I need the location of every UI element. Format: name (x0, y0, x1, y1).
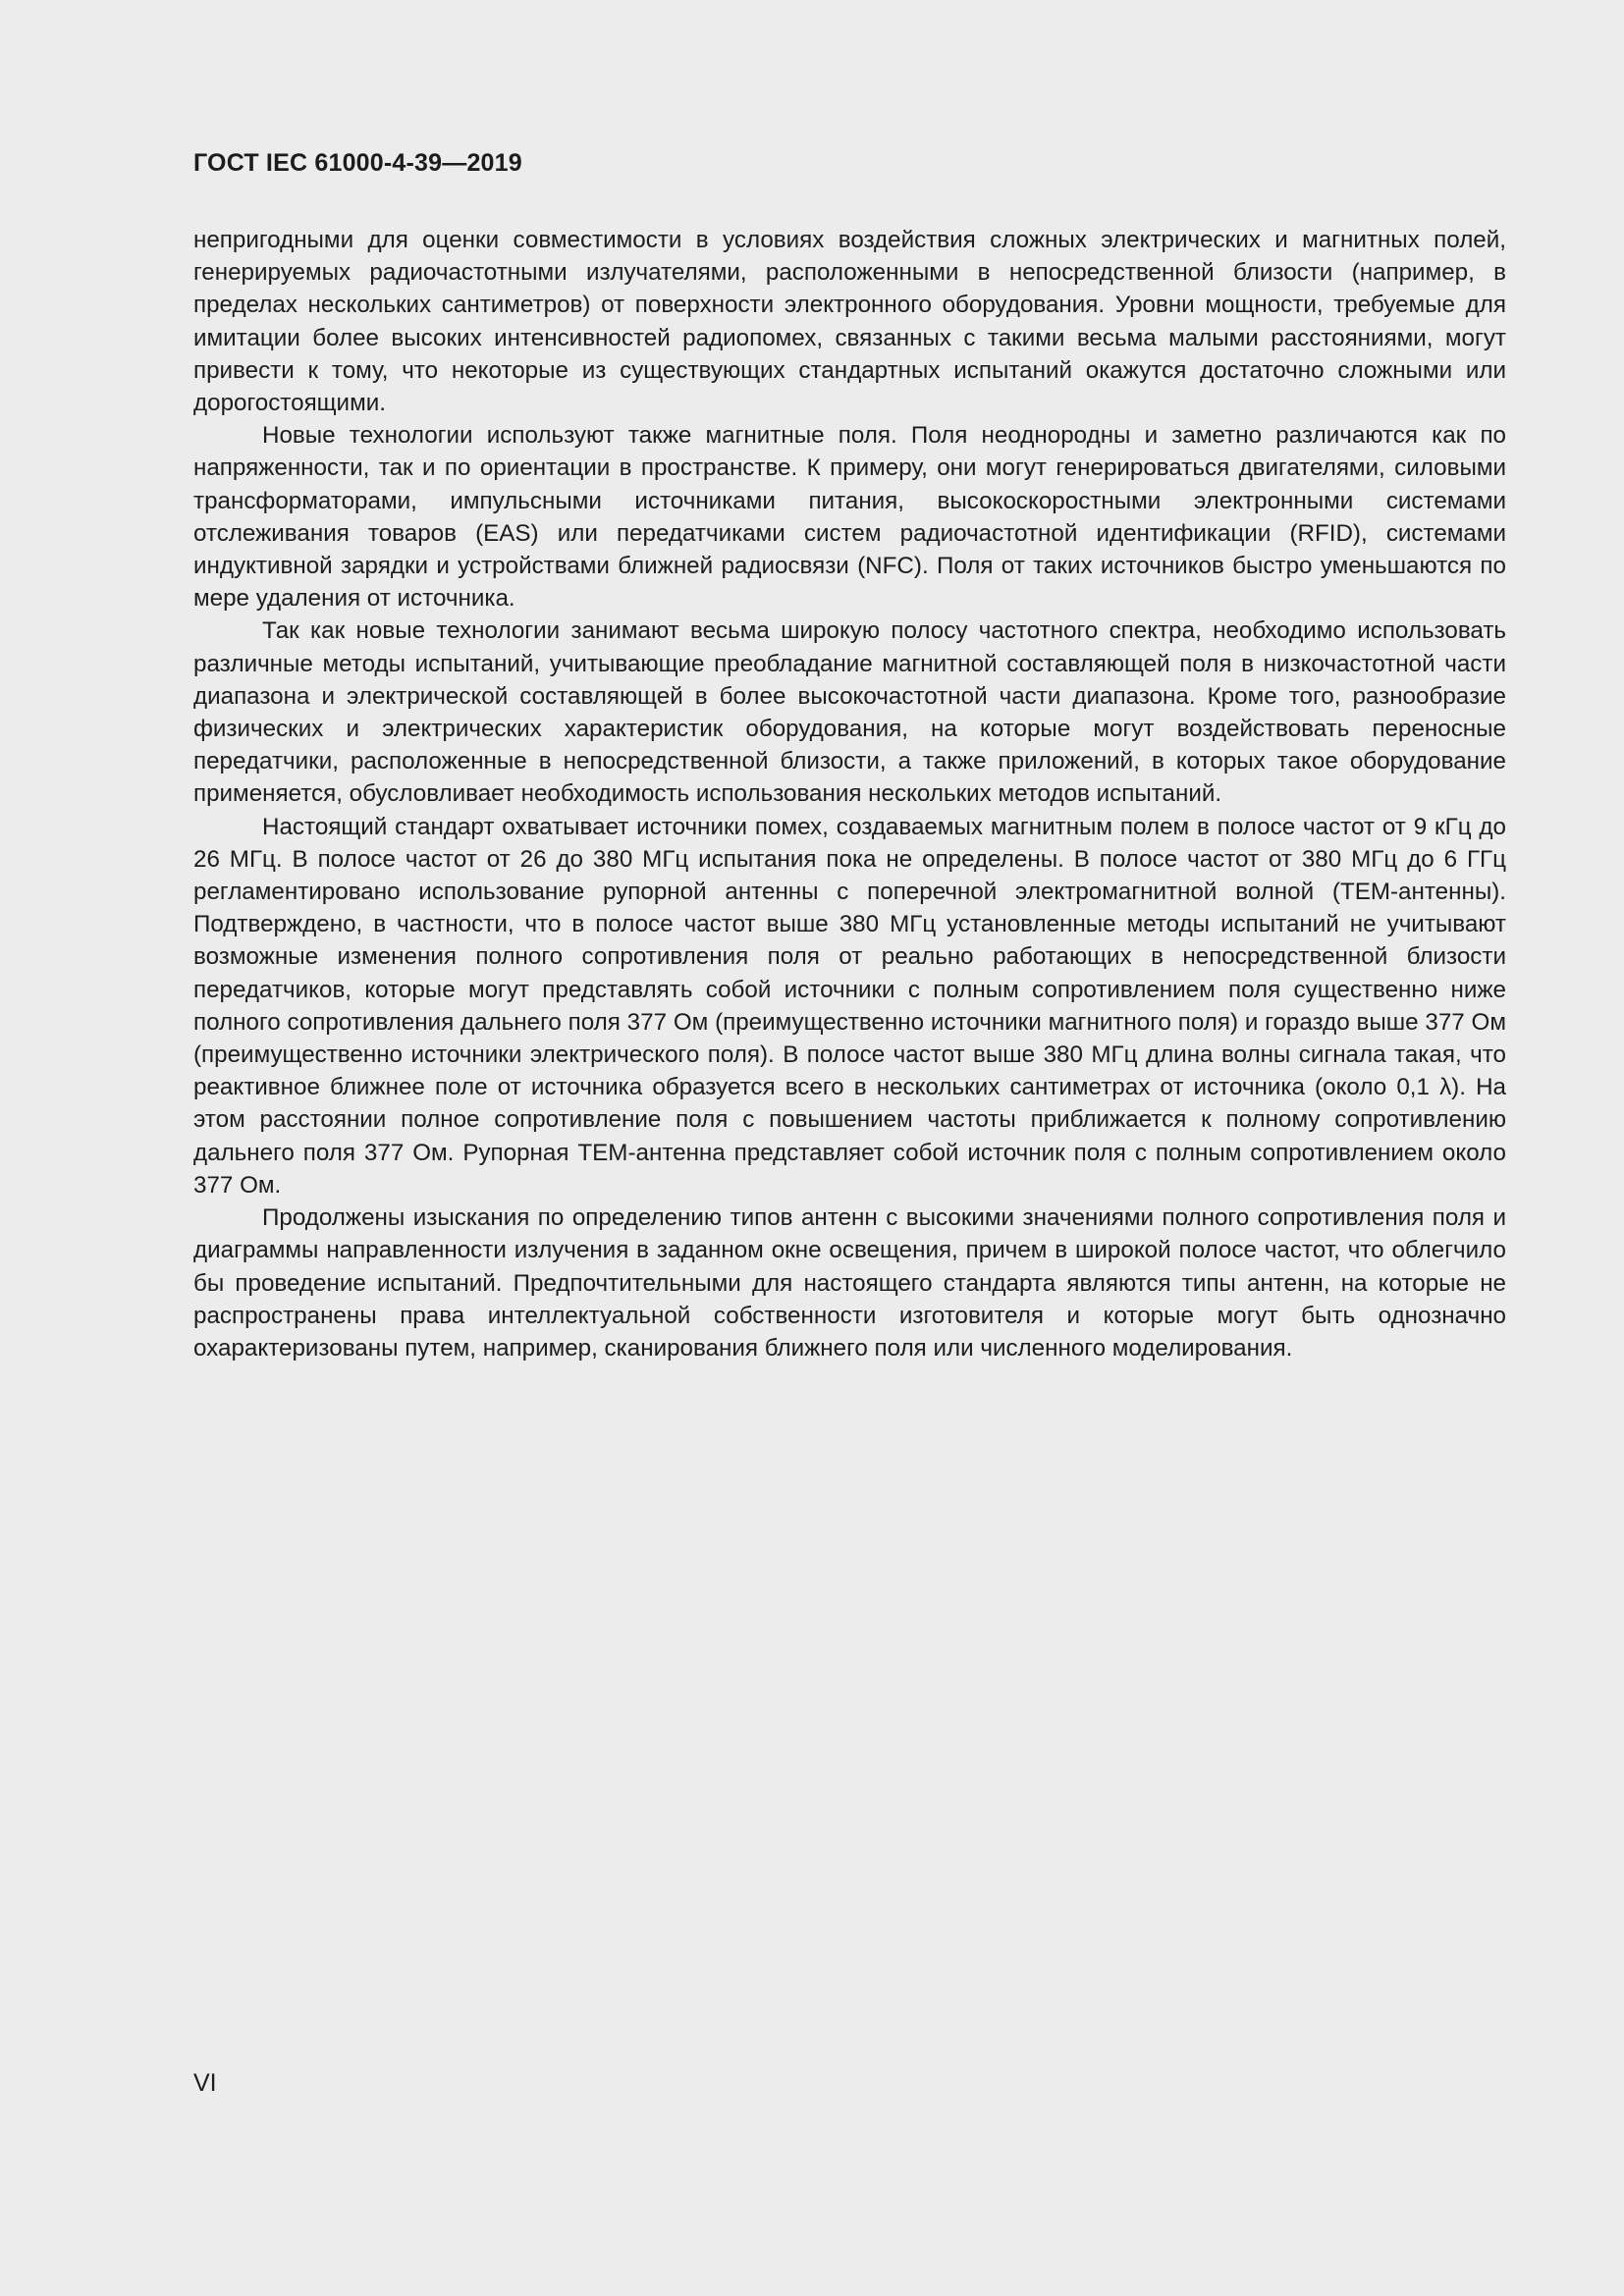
paragraph-1: непригодными для оценки совместимости в условиях воздействия сложных электрических и магнитных полей, генерируемых радиочастотными излучателями, расположенными в непосредственной близости (например, в пределах нескольких сантиметров) от поверхности электронного оборудования. Уровни мощности, требуемые для имитации более высоких интенсивностей радиопомех, связанных с такими весьма малыми расстояниями, могут привести к тому, что некоторые из существующих стандартных испытаний окажутся достаточно сложными или дорогостоящими. (193, 227, 1506, 417)
paragraph-2: Новые технологии используют также магнитные поля. Поля неоднородны и заметно различаются как по напряженности, так и по ориентации в пространстве. К примеру, они могут генерироваться двигателями, силовыми трансформаторами, импульсными источниками питания, высокоскоростными электронными системами отслеживания товаров (EAS) или передатчиками систем радиочастотной идентификации (RFID), системами индуктивной зарядки и устройствами ближней радиосвязи (NFC). Поля от таких источников быстро уменьшаются по мере удаления от источника. (193, 422, 1506, 613)
document-body (193, 224, 1506, 1364)
page-number: VI (193, 2069, 217, 2097)
paragraph-3: Так как новые технологии занимают весьма широкую полосу частотного спектра, необходимо использовать различные методы испытаний, учитывающие преобладание магнитной составляющей поля в низкочастотной части диапазона и электрической составляющей в более высокочастотной части диапазона. Кроме того, разнообразие физических и электрических характеристик оборудования, на которые могут воздействовать переносные передатчики, расположенные в непосредственной близости, а также приложений, в которых такое оборудование применяется, обусловливает необходимость использования нескольких методов испытаний. (193, 617, 1506, 808)
paragraph-4: Настоящий стандарт охватывает источники помех, создаваемых магнитным полем в полосе частот от 9 кГц до 26 МГц. В полосе частот от 26 до 380 МГц испытания пока не определены. В полосе частот от 380 МГц до 6 ГГц регламентировано использование рупорной антенны с поперечной электромагнитной волной (ТЕМ-антенны). Подтверждено, в частности, что в полосе частот выше 380 МГц установленные методы испытаний не учитывают возможные изменения полного сопротивления поля от реально работающих в непосредственной близости передатчиков, которые могут представлять собой источники с полным сопротивлением поля существенно ниже полного сопротивления дальнего поля 377 Ом (преимущественно источники магнитного поля) и гораздо выше 377 Ом (преимущественно источники электрического поля). В полосе частот выше 380 МГц длина волны сигнала такая, что реактивное ближнее поле от источника образуется всего в нескольких сантиметрах от источника (около 0,1 λ). На этом расстоянии полное сопротивление поля с повышением частоты приближается к полному сопротивлению дальнего поля 377 Ом. Рупорная ТЕМ-антенна представляет собой источник поля с полным сопротивлением около 377 Ом. (193, 813, 1506, 1199)
document-header: ГОСТ IEC 61000-4-39—2019 (193, 149, 522, 177)
paragraph-5: Продолжены изыскания по определению типов антенн с высокими значениями полного сопротивления поля и диаграммы направленности излучения в заданном окне освещения, причем в широкой полосе частот, что облегчило бы проведение испытаний. Предпочтительными для настоящего стандарта являются типы антенн, на которые не распространены права интеллектуальной собственности изготовителя и которые могут быть однозначно охарактеризованы путем, например, сканирования ближнего поля или численного моделирования. (193, 1204, 1506, 1362)
